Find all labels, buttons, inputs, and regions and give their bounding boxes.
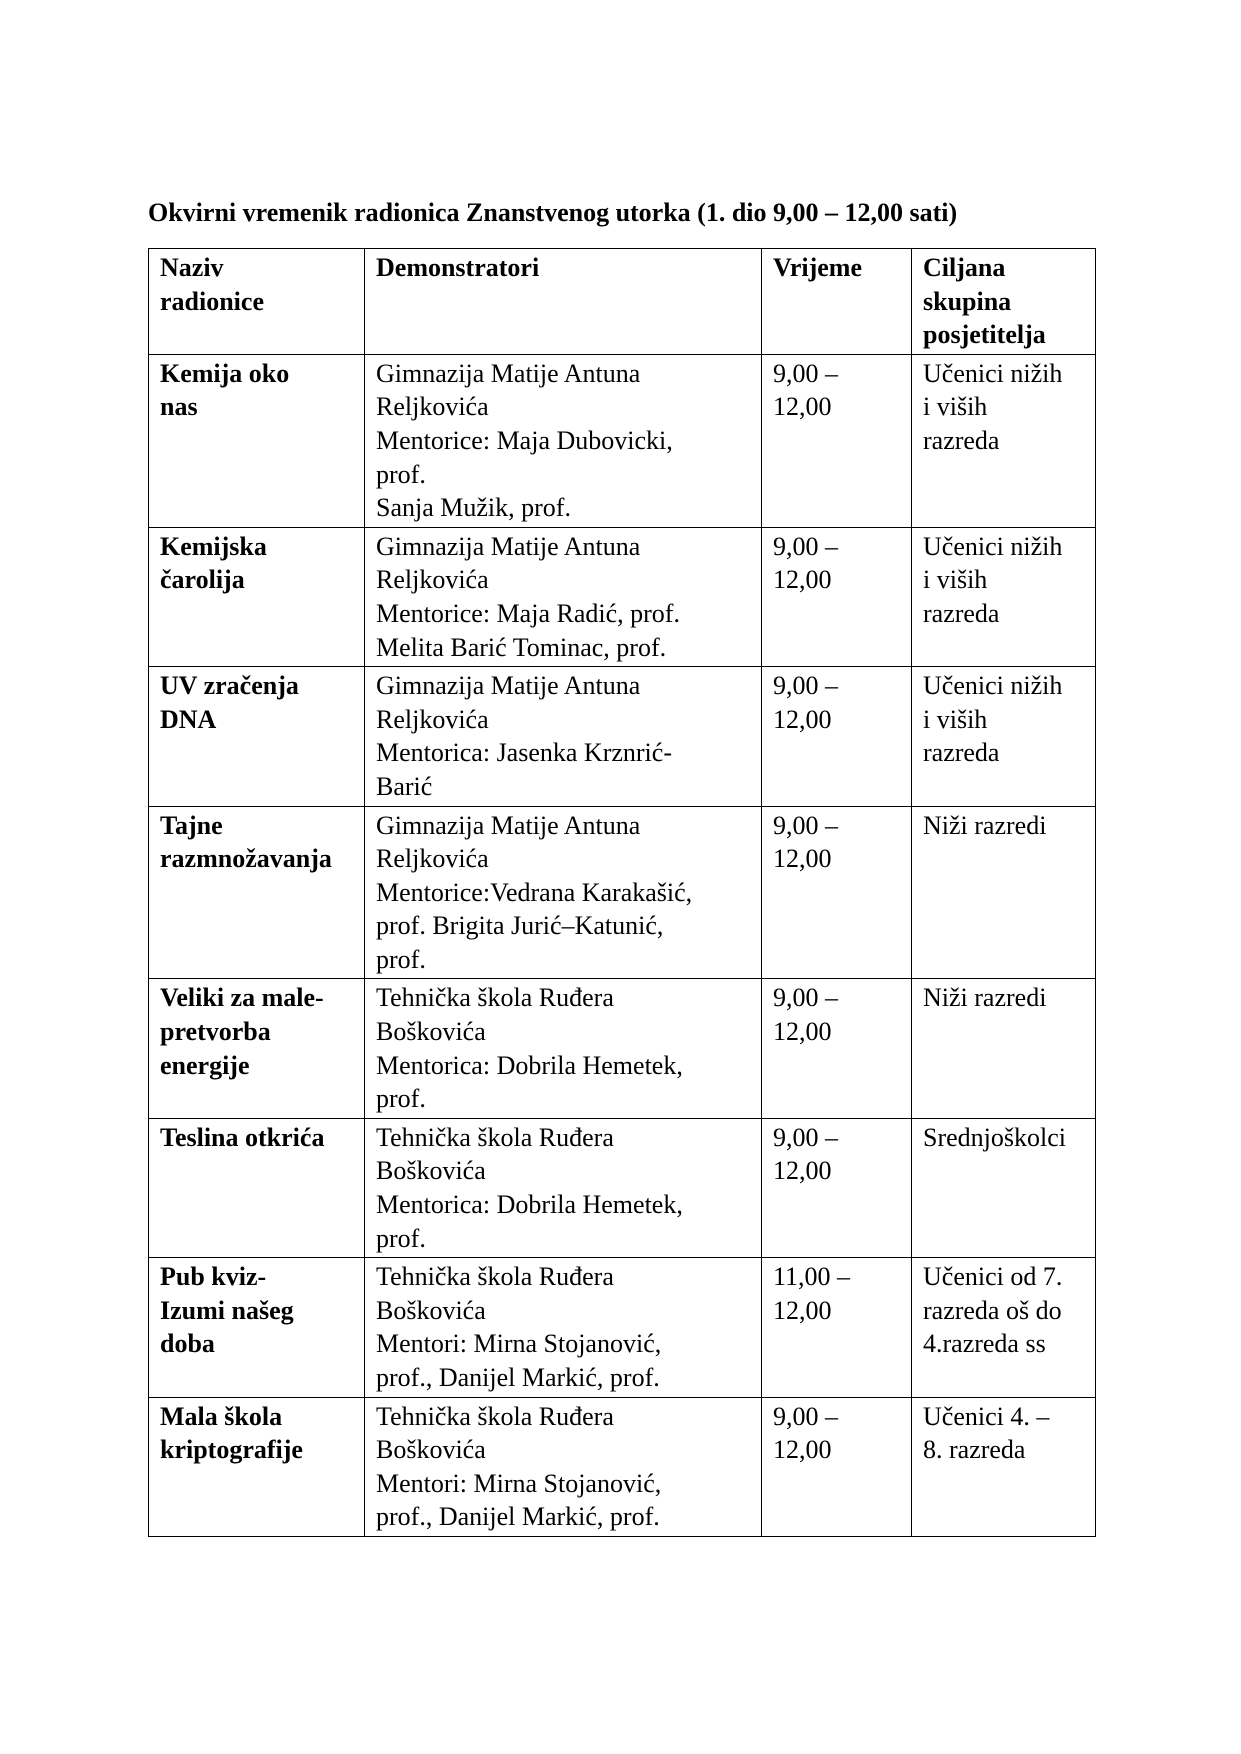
cell-line: 12,00 [773,565,832,595]
target-group-cell [912,667,1096,806]
cell-line: 8. razreda [923,1435,1026,1465]
cell-line: prof. Brigita Jurić–Katunić, [376,911,664,941]
time-cell [762,1118,912,1257]
workshop-name-cell [149,527,365,666]
cell-line: Mentorice:Vedrana Karakašić, [376,877,693,907]
workshop-name-cell [149,1397,365,1536]
cell-line: energije [160,1050,250,1080]
cell-line: 9,00 – [773,1401,838,1431]
cell-line: Tehnička škola Ruđera [376,983,614,1013]
cell-line: pretvorba [160,1017,271,1047]
cell-line: Boškovića [376,1435,486,1465]
workshop-name-cell [149,1258,365,1397]
table-row [149,527,1096,666]
demonstrators-cell [365,1258,762,1397]
table-row [149,1397,1096,1536]
cell-line: razreda [923,425,1000,455]
cell-line: Reljkovića [376,704,489,734]
cell-line: 9,00 – [773,983,838,1013]
workshop-name-cell [149,354,365,527]
cell-line: Učenici nižih [923,671,1063,701]
cell-line: prof., Danijel Markić, prof. [376,1502,660,1532]
workshop-name-cell [149,1118,365,1257]
cell-line: nas [160,392,198,422]
cell-line: 12,00 [773,1156,832,1186]
cell-line: Gimnazija Matije Antuna [376,671,641,701]
cell-line: Srednjoškolci [923,1122,1066,1152]
cell-line: 12,00 [773,1435,832,1465]
cell-line: Melita Barić Tominac, prof. [376,632,667,662]
cell-line: razreda [923,598,1000,628]
cell-line: UV zračenja [160,671,299,701]
cell-line: 9,00 – [773,810,838,840]
cell-line: 11,00 – [773,1262,851,1292]
cell-line: 9,00 – [773,671,838,701]
cell-line: 12,00 [773,704,832,734]
time-cell [762,1397,912,1536]
workshop-name-cell [149,979,365,1118]
cell-line: i viših [923,704,988,734]
cell-line: Učenici nižih [923,531,1063,561]
cell-line: Kemijska [160,531,267,561]
time-cell [762,667,912,806]
target-group-cell [912,806,1096,979]
time-cell [762,1258,912,1397]
table-row [149,1118,1096,1257]
cell-line: 4.razreda ss [923,1329,1046,1359]
cell-line: prof. [376,1084,426,1114]
cell-line: Boškovića [376,1295,486,1325]
cell-line: 12,00 [773,844,832,874]
cell-line: Tajne [160,810,223,840]
cell-line: Boškovića [376,1017,486,1047]
workshop-schedule-table [148,248,1096,1537]
cell-line: Ciljana [923,253,1006,282]
cell-line: Gimnazija Matije Antuna [376,358,641,388]
cell-line: razreda oš do [923,1295,1062,1325]
cell-line: 12,00 [773,1017,832,1047]
cell-line: Gimnazija Matije Antuna [376,531,641,561]
cell-line: Niži razredi [923,983,1047,1013]
demonstrators-cell [365,979,762,1118]
time-cell [762,979,912,1118]
cell-line: Barić [376,771,433,801]
cell-line: 12,00 [773,392,832,422]
cell-line: Sanja Mužik, prof. [376,493,571,523]
cell-line: Reljkovića [376,844,489,874]
demonstrators-cell [365,806,762,979]
time-cell [762,354,912,527]
cell-line: doba [160,1329,215,1359]
cell-line: Naziv [160,253,224,282]
table-body [149,354,1096,1536]
demonstrators-cell [365,354,762,527]
cell-line: 12,00 [773,1295,832,1325]
cell-line: Reljkovića [376,565,489,595]
header-time [762,249,912,355]
cell-line: Reljkovića [376,392,489,422]
cell-line: Boškovića [376,1156,486,1186]
demonstrators-cell [365,667,762,806]
target-group-cell [912,527,1096,666]
cell-line: i viših [923,565,988,595]
cell-line: Mentorica: Jasenka Krznrić- [376,738,672,768]
cell-line: prof. [376,459,426,489]
time-cell [762,527,912,666]
demonstrators-cell [365,527,762,666]
cell-line: 9,00 – [773,1122,838,1152]
table-header-row [149,249,1096,355]
cell-line: Mentorice: Maja Dubovicki, [376,425,673,455]
cell-line: kriptografije [160,1435,303,1465]
cell-line: prof. [376,1223,426,1253]
header-workshop-name [149,249,365,355]
workshop-name-cell [149,667,365,806]
time-cell [762,806,912,979]
cell-line: Tehnička škola Ruđera [376,1401,614,1431]
cell-line: Pub kviz- [160,1262,267,1292]
target-group-cell [912,1118,1096,1257]
cell-line: radionice [160,286,264,316]
cell-line: Teslina otkrića [160,1122,325,1152]
cell-line: razreda [923,738,1000,768]
page-title: Okvirni vremenik radionica Znanstvenog utorka (1. dio 9,00 – 12,00 sati) [148,198,958,227]
target-group-cell [912,1258,1096,1397]
cell-line: Veliki za male- [160,983,324,1013]
cell-line: Kemija oko [160,358,290,388]
table-row [149,354,1096,527]
cell-line: Izumi našeg [160,1295,294,1325]
cell-line: Učenici 4. – [923,1401,1050,1431]
cell-line: Mentori: Mirna Stojanović, [376,1468,662,1498]
cell-line: Mentori: Mirna Stojanović, [376,1329,662,1359]
table-row [149,667,1096,806]
cell-line: Mentorice: Maja Radić, prof. [376,598,680,628]
cell-line: Tehnička škola Ruđera [376,1262,614,1292]
workshop-name-cell [149,806,365,979]
target-group-cell [912,979,1096,1118]
demonstrators-cell [365,1397,762,1536]
cell-line: prof., Danijel Markić, prof. [376,1363,660,1392]
cell-line: Gimnazija Matije Antuna [376,810,641,840]
cell-line: Mentorica: Dobrila Hemetek, [376,1050,683,1080]
cell-line: prof. [376,944,426,974]
header-target-group [912,249,1096,355]
cell-line: i viših [923,392,988,422]
table-row [149,1258,1096,1397]
table-row [149,979,1096,1118]
header-demonstrators [365,249,762,355]
table-row [149,806,1096,979]
cell-line: posjetitelja [923,320,1046,350]
cell-line: Mala škola [160,1401,283,1431]
demonstrators-cell [365,1118,762,1257]
cell-line: čarolija [160,565,245,595]
cell-line: DNA [160,704,217,734]
cell-line: 9,00 – [773,531,838,561]
cell-line: skupina [923,286,1012,316]
cell-line: Niži razredi [923,810,1047,840]
cell-line: Učenici od 7. [923,1262,1063,1292]
cell-line: Tehnička škola Ruđera [376,1122,614,1152]
cell-line: Demonstratori [376,253,540,282]
target-group-cell [912,354,1096,527]
cell-line: razmnožavanja [160,844,332,874]
cell-line: Vrijeme [773,253,863,282]
cell-line: Učenici nižih [923,358,1063,388]
target-group-cell [912,1397,1096,1536]
cell-line: 9,00 – [773,358,838,388]
cell-line: Mentorica: Dobrila Hemetek, [376,1190,683,1220]
